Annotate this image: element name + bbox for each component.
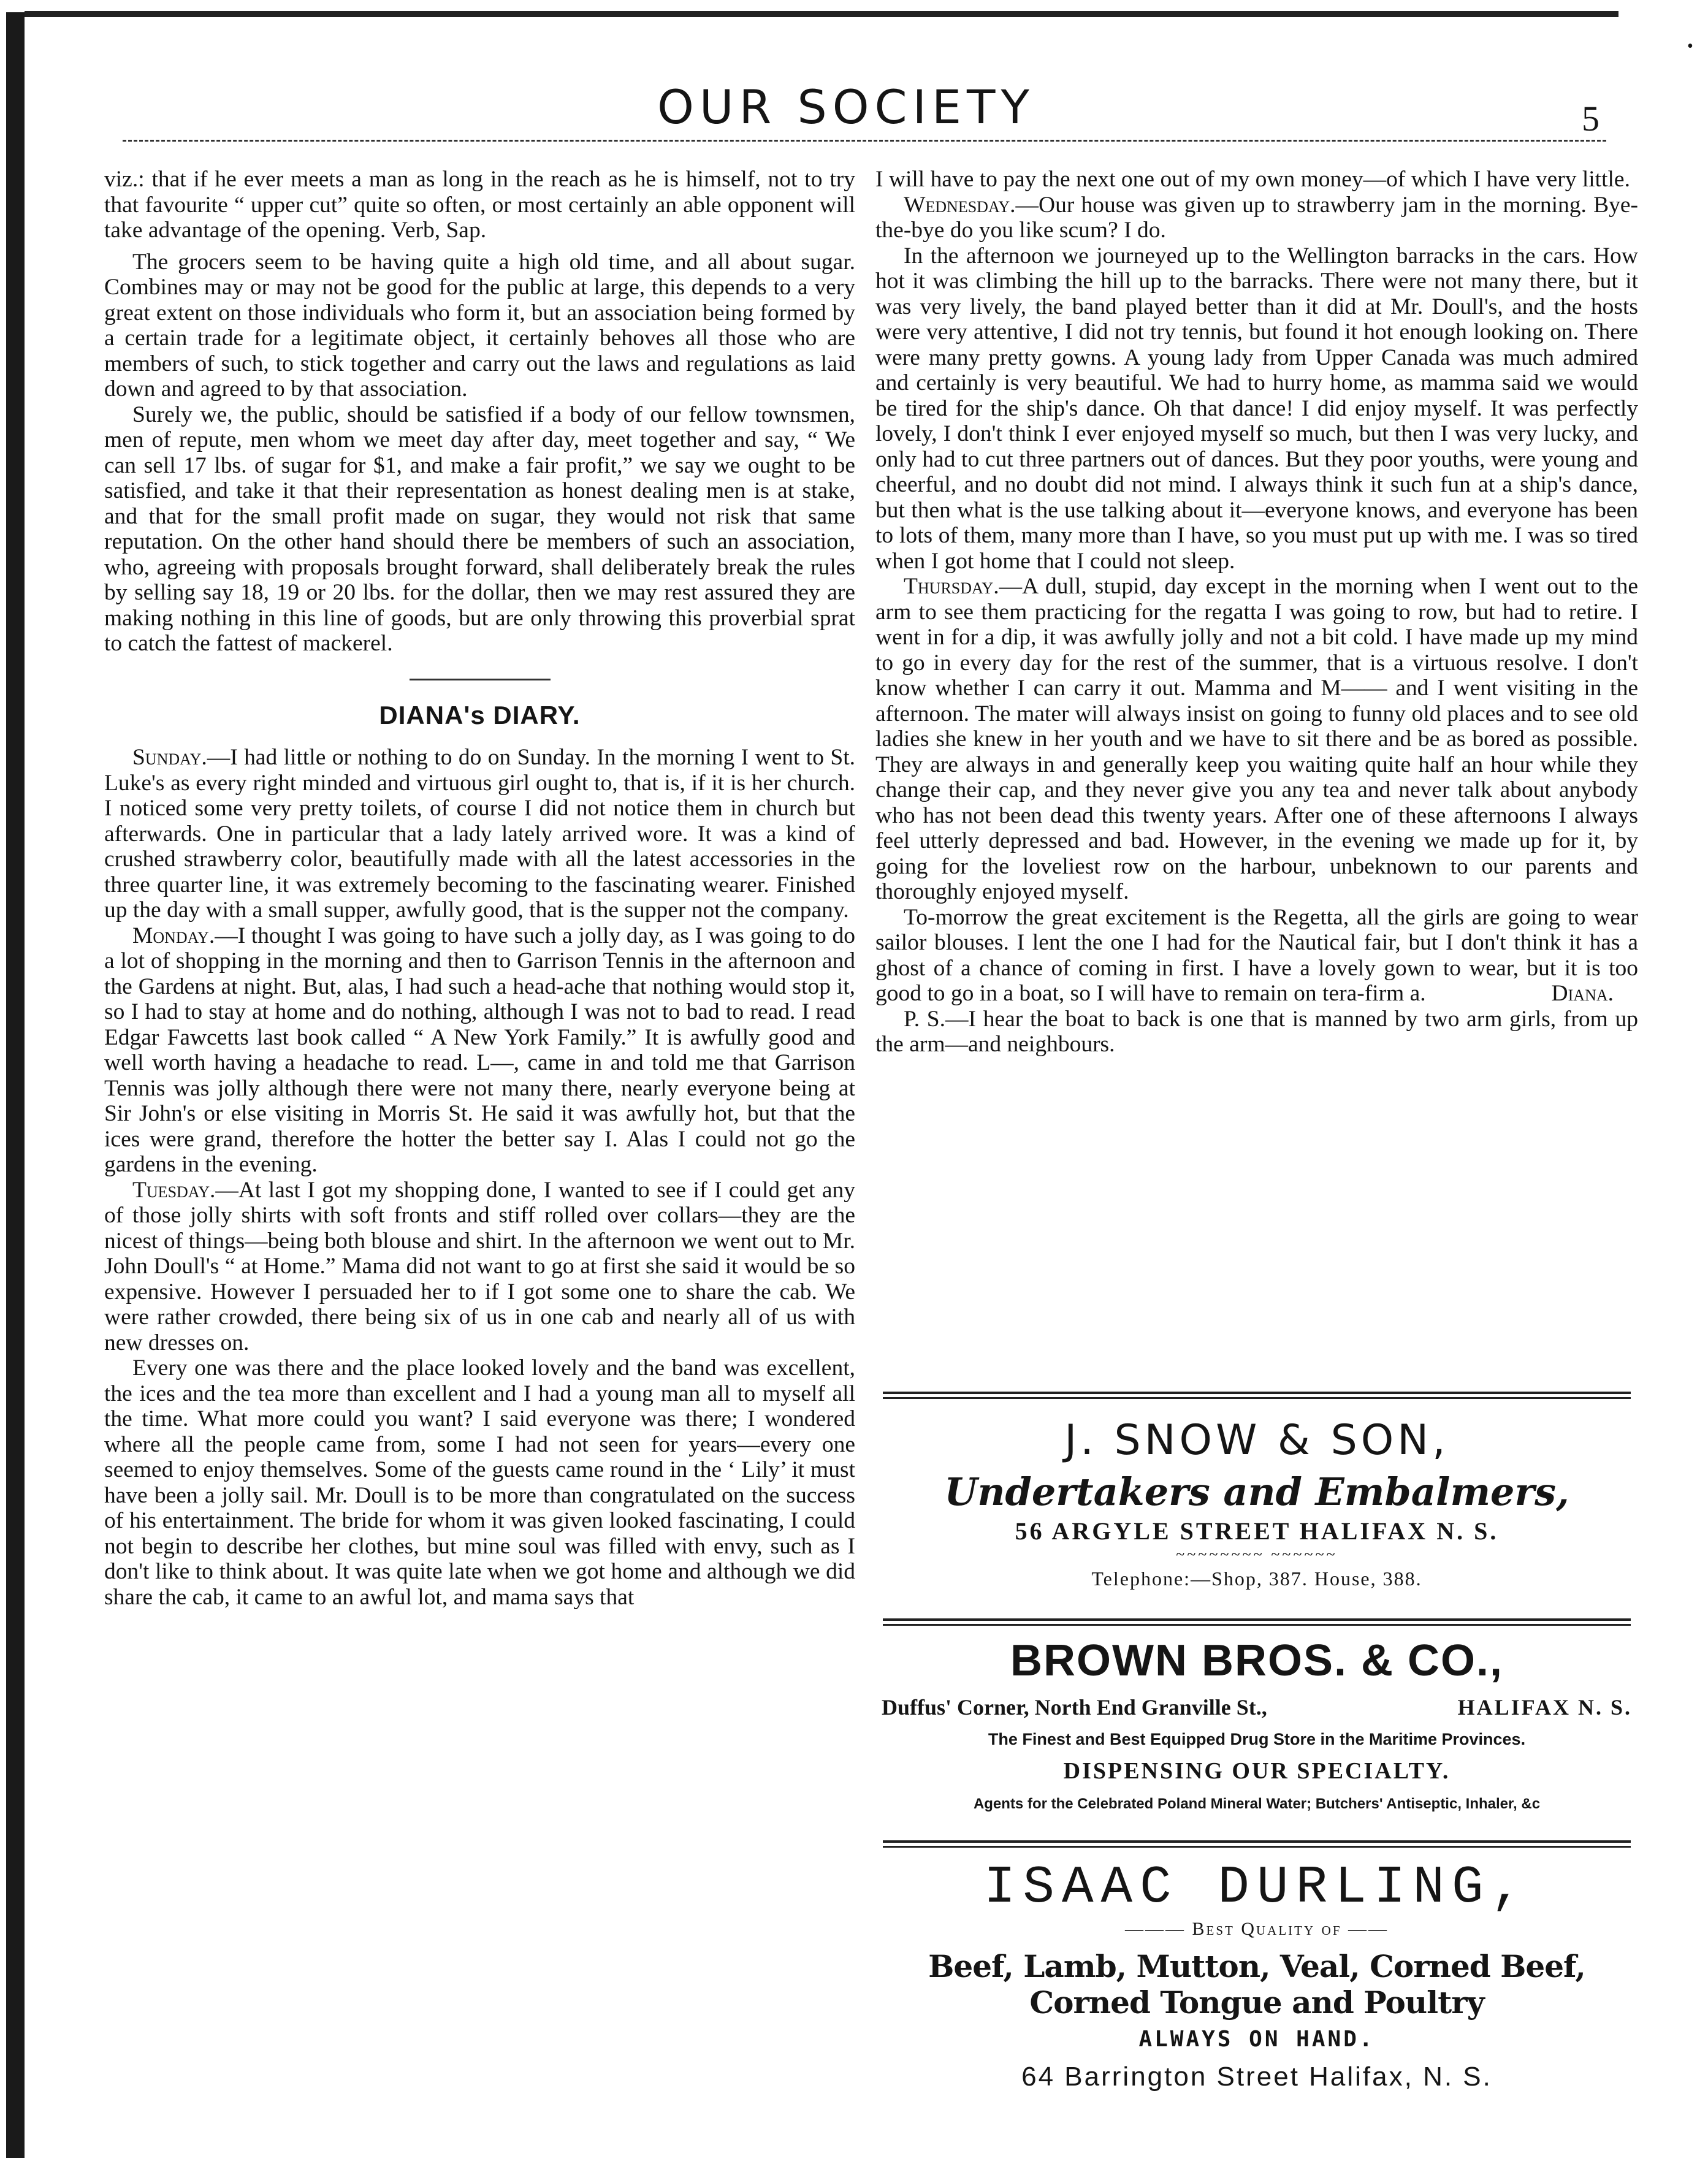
ad-trade: Undertakers and Embalmers,: [944, 1469, 1569, 1514]
ad-address: 56 ARGYLE STREET HALIFAX N. S.: [1015, 1517, 1499, 1545]
diary-text: Every one was there and the place looked lovely and the band was excellent, the ices and the tea more than excellent and I had a young man all to myself all the time. What more could you want? I said everyone was there; I wondered where all the people came from, some I had not seen for years—every one seemed to enjoy themselves. Some of the guests came round in the ‘ Lily’ it must have been a jolly sail. Mr. Doull is to be more than congratulated on the success of his entertainment. The bride for whom it was given looked fascinating, I could not begin to describe her clothes, but mine soul was filled with envy, such as I don't like to think about. It was quite late when we got home and although we did share the cab, it came to an awful lot, and mama says that: [104, 1355, 855, 1610]
ad-divider: [883, 1618, 1631, 1626]
diary-text: —At last I got my shopping done, I wanted to see if I could get any of those jolly shirts with soft fronts and stiff rolled over collars—they are the nicest of things—being both blouse and shirt. In the afternoon we went out to Mr. John Doull's “ at Home.” Mama did not want to go at first she said it would be so expensive. However I persuaded her to if I got some one to share the cab. We were rather crowded, there being six of us in one cab and nearly all of us with new dresses on.: [104, 1177, 855, 1355]
diary-text: —I had little or nothing to do on Sunday. In the morning I went to St. Luke's as every right minded and virtuous girl ought to, that is, if it is her church. I noticed some very pretty toilets, of course I did not notice them in church but afterwards. One in particular that a lady lately arrived wore. It was a kind of crushed strawberry color, beautifully made with all the latest accessories in the three quarter line, it was extremely becoming to the fascinating wearer. Finished up the day with a small supper, awfully good, that is the supper not the company.: [104, 745, 855, 923]
ad-ornament: ~~~~~~~~ ~~~~~~: [1176, 1545, 1338, 1563]
diary-text: I will have to pay the next one out of my own money—of which I have very little.: [875, 167, 1630, 192]
diary-entry: [875, 1007, 1638, 1057]
diary-text: —I thought I was going to have such a jolly day, as I was going to do a lot of shopping in the morning and then to Garrison Tennis in the afternoon and the Gardens at night. But, alas, I had such a head-ache that nothing would stop it, so I had to stay at home and do nothing, although I was not to bad to read. I read Edgar Fawcetts last book called “ A New York Family.” It is awfully good and well worth having a headache to read. L—, came in and told me that Garrison Tennis was jolly although there were not many there, nearly everyone being at Sir John's or else visiting in Morris St. He said it was awfully hot, but that the ices were grand, therefore the hotter the better say I. Alas I could not go the gardens in the evening.: [104, 923, 855, 1177]
ad-quality-line: ——— Best Quality of ——: [1125, 1919, 1389, 1939]
ad-telephone: Telephone:—Shop, 387. House, 388.: [1091, 1568, 1422, 1590]
diary-text: —A dull, stupid, day except in the morning when I went out to the arm to see them practicing for the regatta I was going to row, but had to retire. I went in for a dip, it was awfully jolly and not a bit cold. I have made up my mind to go in every day for the rest of the summer, that is a virtuous resolve. I don't know whether I can carry it out. Mamma and M—— and I went visiting in the afternoon. The mater will always insist on going to funny old places and to see old ladies she knew in her youth and we have to sit there and be as bored as possible. They are always in and generally keep you waiting quite half an hour while they change their cap, and they never give you any tea and never talk about anybody who has not been dead this twenty years. After one of these afternoons I always feel utterly depressed and bad. However, in the evening we made up for it, by going for the loveliest row on the harbour, unbeknown to our parents and thoroughly enjoyed myself.: [875, 574, 1638, 904]
ad-always: ALWAYS ON HAND.: [1138, 2027, 1375, 2052]
ad-tagline: The Finest and Best Equipped Drug Store in the Maritime Provinces.: [988, 1730, 1526, 1748]
diary-day: Wednesday.: [904, 192, 1016, 218]
diary-day: Sunday.: [132, 745, 207, 770]
right-column: [875, 167, 1638, 1057]
diary-text: —Our house was given up to strawberry jam in the morning. Bye-the-bye do you like scum? I do.: [875, 192, 1638, 243]
ad-best-quality: Best Quality of: [1192, 1919, 1342, 1939]
margin-mark: •: [1687, 37, 1693, 56]
scan-edge-top: [25, 11, 1618, 17]
ad-address: 64 Barrington Street Halifax, N. S.: [1021, 2062, 1492, 2092]
diary-text: To-morrow the great excitement is the Regetta, all the girls are going to wear sailor blouses. I lent the one I had for the Nautical fair, but I don't think it has a ghost of a chance of coming in first. I have a lovely gown to wear, but it is too good to go in a boat, so I will have to remain on tera-firm a.: [875, 904, 1638, 1006]
snow-advertisement: [875, 1416, 1638, 1590]
header-rule: [123, 140, 1606, 142]
scan-edge-left: [6, 12, 25, 2158]
diary-entry: [875, 243, 1638, 574]
ad-divider: [883, 1392, 1631, 1399]
ad-city: HALIFAX N. S.: [1457, 1695, 1632, 1720]
diary-entry: [875, 905, 1638, 1007]
article-paragraph: Surely we, the public, should be satisfied if a body of our fellow townsmen, men of repute, men whom we meet day after day, meet together and say, “ We can sell 17 lbs. of sugar for $1, and make a fair profit,” we say we ought to be satisfied, and take it that their representation as honest dealing men is at stake, and that for the small profit made on sugar, they would not risk that same reputation. On the other hand should there be members of such an association, who, agreeing with proposals brought forward, shall deliberately break the rules by selling say 18, 19 or 20 lbs. for the dollar, then we may rest assured they are making nothing in this line of goods, but are only throwing this proverbial sprat to catch the fattest of mackerel.: [104, 402, 855, 656]
ad-business-name: ISAAC DURLING,: [983, 1857, 1530, 1918]
diary-entry: [875, 192, 1638, 243]
left-column: [104, 167, 855, 1610]
diary-entry: [104, 1178, 855, 1356]
section-divider: [410, 679, 551, 680]
ad-agents: Agents for the Celebrated Poland Mineral Water; Butchers' Antiseptic, Inhaler, &c: [973, 1796, 1541, 1812]
diary-entry: [104, 1355, 855, 1610]
diary-title: DIANA's DIARY.: [379, 700, 581, 730]
diary-day: Thursday.: [904, 574, 999, 599]
diary-entry: [104, 745, 855, 923]
ad-goods: Beef, Lamb, Mutton, Veal, Corned Beef, Corned Tongue and Poultry: [928, 1948, 1585, 2021]
diary-signature: Diana.: [1551, 981, 1614, 1006]
brown-advertisement: [875, 1636, 1638, 1813]
diary-entry: [875, 167, 1638, 192]
ad-location: Duffus' Corner, North End Granville St.,: [882, 1695, 1267, 1720]
diary-entry: [104, 923, 855, 1178]
article-paragraph: viz.: that if he ever meets a man as long in the reach as he is himself, not to try that favourite “ upper cut” quite so often, or most certainly an able opponent will take advantage of the opening. Verb, Sap.: [104, 167, 855, 243]
page-title: OUR SOCIETY: [657, 80, 1035, 134]
ad-business-name: J. SNOW & SON,: [1064, 1416, 1449, 1465]
ad-divider: [883, 1840, 1631, 1848]
ad-specialty: DISPENSING OUR SPECIALTY.: [1063, 1758, 1451, 1784]
durling-advertisement: [875, 1857, 1638, 2092]
diary-day: Monday.: [132, 923, 215, 948]
diary-entry: [875, 574, 1638, 905]
ad-location-line: [875, 1694, 1638, 1720]
diary-text: P. S.—I hear the boat to back is one that is manned by two arm girls, from up the arm—and neighbours.: [875, 1006, 1638, 1057]
ad-business-name: BROWN BROS. & CO.,: [1010, 1636, 1503, 1685]
diary-text: In the afternoon we journeyed up to the Wellington barracks in the cars. How hot it was climbing the hill up to the barracks. There were not many there, but it was very lively, the band played better than it did at Mr. Doull's, and the hosts were very attentive, I did not try tennis, but found it hot enough looking on. There were many pretty gowns. A young lady from Upper Canada was much admired and certainly is very beautiful. We had to hurry home, as mamma said we would be tired for the ship's dance. Oh that dance! I did enjoy myself. It was perfectly lovely, I don't think I ever enjoyed myself so much, but then I was very lucky, and only had to cut three partners out of dances. But they poor youths, were young and cheerful, and no doubt did not mind. I always think it such fun at a ship's dance, but then what is the use talking about it—everyone knows, and everyone has been to lots of them, many more than I have, so you must put up with me. I was so tired when I got home that I could not sleep.: [875, 243, 1638, 574]
article-paragraph: The grocers seem to be having quite a high old time, and all about sugar. Combines may or may not be good for the public at large, this depends to a very great extent on those individuals who form it, but an association being formed by a certain trade for a legitimate object, it certainly behoves all those who are members of such, to stick together and carry out the laws and regulations as laid down and agreed to by that association.: [104, 249, 855, 402]
page-number: 5: [1582, 99, 1599, 139]
diary-day: Tuesday.: [132, 1177, 216, 1203]
